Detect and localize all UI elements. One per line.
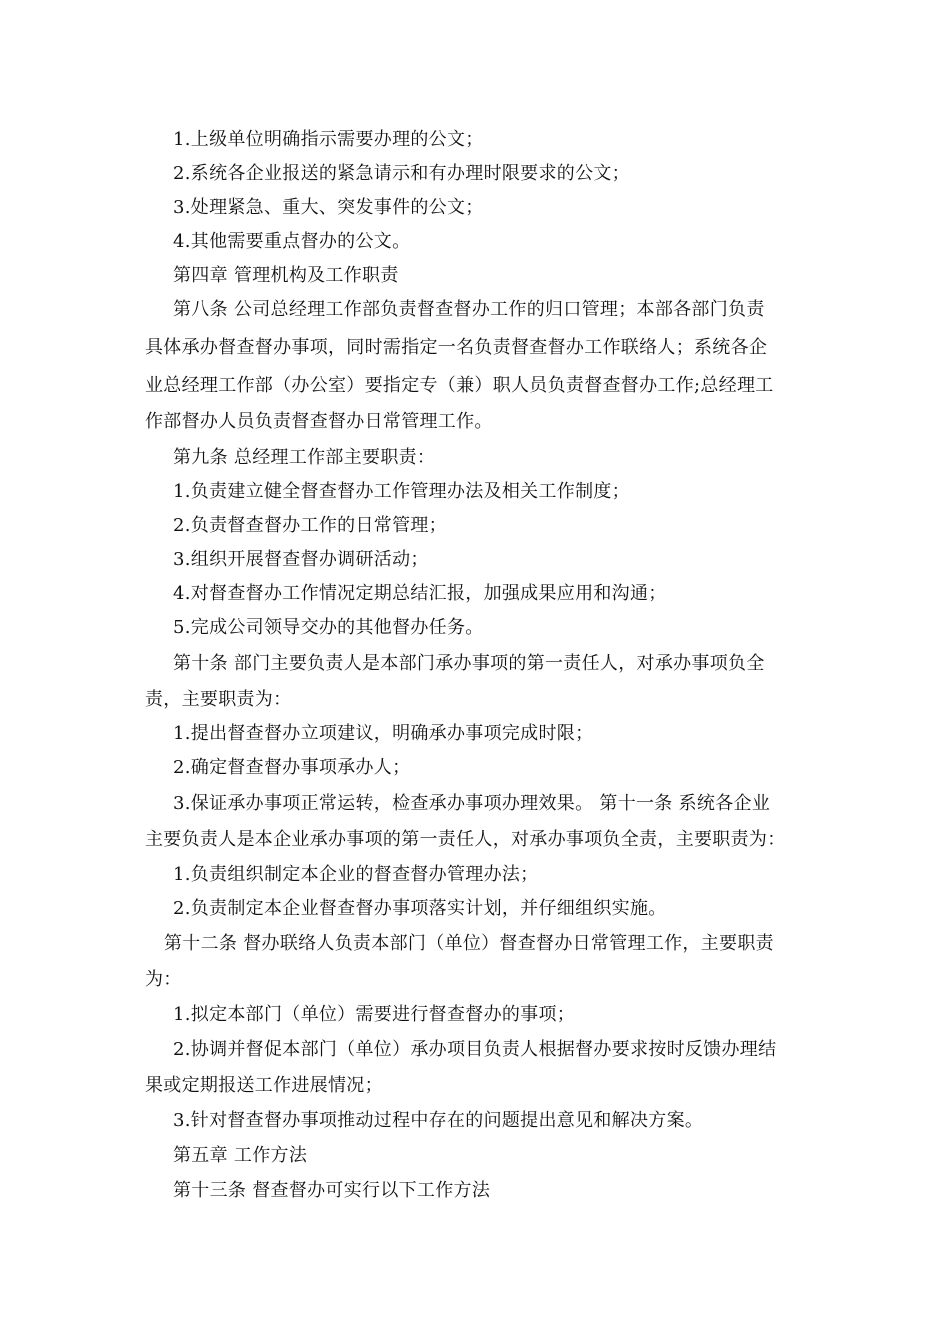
chapter-heading: 第四章 管理机构及工作职责 [173, 265, 399, 286]
text-line: 2.负责制定本企业督查督办事项落实计划，并仔细组织实施。 [173, 898, 667, 919]
article-line: 第十二条 督办联络人负责本部门（单位）督查督办日常管理工作，主要职责 [164, 933, 774, 954]
text-line: 2.负责督查督办工作的日常管理； [173, 515, 447, 536]
text-line: 1.负责组织制定本企业的督查督办管理办法； [173, 864, 539, 885]
text-line: 1.负责建立健全督查督办工作管理办法及相关工作制度； [173, 481, 630, 502]
chapter-heading: 第五章 工作方法 [173, 1145, 308, 1166]
text-line: 3.处理紧急、重大、突发事件的公文； [173, 197, 484, 218]
text-line: 2.确定督查督办事项承办人； [173, 757, 411, 778]
text-line: 4.其他需要重点督办的公文。 [173, 231, 411, 252]
article-line: 第九条 总经理工作部主要职责： [173, 447, 436, 468]
text-line: 3.保证承办事项正常运转，检查承办事项办理效果。 第十一条 系统各企业 [173, 793, 771, 814]
article-line: 第十条 部门主要负责人是本部门承办事项的第一责任人，对承办事项负全 [173, 653, 765, 674]
text-line: 为： [145, 969, 182, 990]
text-line: 2.系统各企业报送的紧急请示和有办理时限要求的公文； [173, 163, 630, 184]
text-line: 5.完成公司领导交办的其他督办任务。 [173, 617, 484, 638]
article-line: 第八条 公司总经理工作部负责督查督办工作的归口管理；本部各部门负责 [173, 299, 765, 320]
text-line: 具体承办督查督办事项，同时需指定一名负责督查督办工作联络人；系统各企 [145, 337, 768, 358]
article-line: 第十三条 督查督办可实行以下工作方法 [173, 1180, 491, 1201]
text-line: 作部督办人员负责督查督办日常管理工作。 [145, 411, 493, 432]
text-line: 主要负责人是本企业承办事项的第一责任人，对承办事项负全责，主要职责为： [145, 829, 786, 850]
text-line: 3.组织开展督查督办调研活动； [173, 549, 429, 570]
text-line: 1.提出督查督办立项建议，明确承办事项完成时限； [173, 723, 594, 744]
text-line: 1.拟定本部门（单位）需要进行督查督办的事项； [173, 1004, 576, 1025]
text-line: 果或定期报送工作进展情况； [145, 1075, 383, 1096]
text-line: 责，主要职责为： [145, 689, 292, 710]
text-line: 3.针对督查督办事项推动过程中存在的问题提出意见和解决方案。 [173, 1110, 704, 1131]
text-line: 2.协调并督促本部门（单位）承办项目负责人根据督办要求按时反馈办理结 [173, 1039, 777, 1060]
text-line: 1.上级单位明确指示需要办理的公文； [173, 129, 484, 150]
text-line: 业总经理工作部（办公室）要指定专（兼）职人员负责督查督办工作;总经理工 [145, 375, 774, 396]
text-line: 4.对督查督办工作情况定期总结汇报，加强成果应用和沟通； [173, 583, 667, 604]
